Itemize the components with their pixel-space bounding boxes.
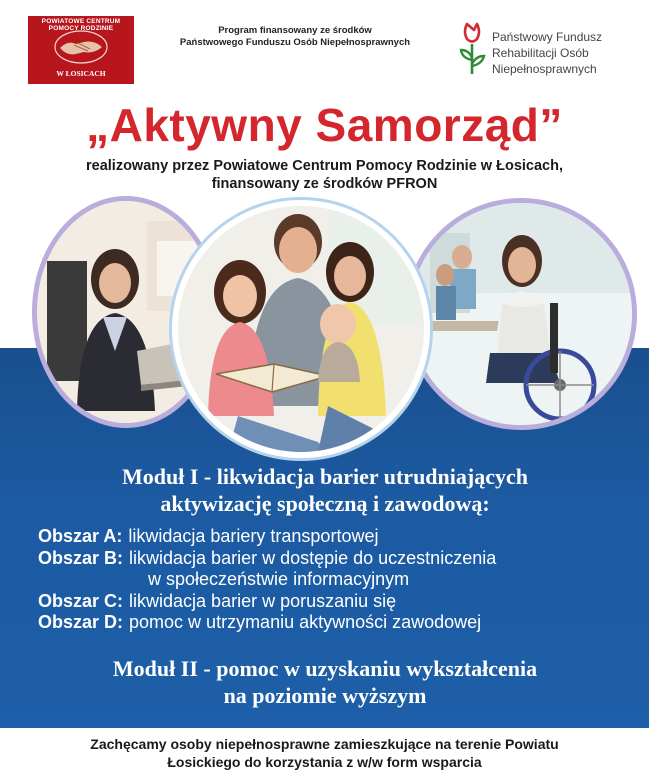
module-2-heading <box>20 655 630 709</box>
module-1-line-1: Moduł I - likwidacja barier utrudniających <box>121 464 528 489</box>
tulip-logo-icon <box>458 20 490 78</box>
pcpr-logo <box>28 16 134 84</box>
area-b-continuation: w społeczeństwie informacyjnym <box>148 569 410 589</box>
areas-list <box>38 526 638 634</box>
subtitle-line-1: realizowany przez Powiatowe Centrum Pomocy Rodzinie w Łosicach, <box>86 158 563 174</box>
wheelchair-woman-photo <box>405 198 637 430</box>
program-funding-note <box>150 25 440 49</box>
footer-line-1: Zachęcamy osoby niepełnosprawne zamieszkujące na terenie Powiatu <box>90 736 559 752</box>
handshake-icon <box>54 30 108 64</box>
pcpr-logo-city: W ŁOSICACH <box>56 69 106 78</box>
area-b-key: Obszar B: <box>38 547 124 568</box>
program-note-line-2: Państwowego Funduszu Osób Niepełnosprawnych <box>179 37 411 48</box>
pfron-logo <box>458 20 638 80</box>
area-c-key: Obszar C: <box>38 590 124 611</box>
poster-title: „Aktywny Samorząd” <box>86 99 563 151</box>
area-a-text: likwidacja bariery transportowej <box>128 526 379 546</box>
pfron-name-line-2: Rehabilitacji Osób <box>492 46 589 60</box>
module-1-heading <box>20 463 630 517</box>
pcpr-logo-ring-text: POWIATOWE CENTRUM POMOCY RODZINIE <box>41 18 121 32</box>
footer-invitation <box>0 735 649 771</box>
pfron-name <box>492 29 602 77</box>
module-1-line-2: aktywizację społeczną i zawodową: <box>160 491 490 516</box>
family-photo <box>172 200 430 458</box>
area-c-text: likwidacja barier w poruszaniu się <box>129 590 397 611</box>
pfron-name-line-1: Państwowy Fundusz <box>492 30 603 44</box>
pfron-name-line-3: Niepełnosprawnych <box>492 62 597 76</box>
subtitle-line-2: finansowany ze środków PFRON <box>211 176 438 192</box>
area-b-text: likwidacja barier w dostępie do uczestniczenia <box>129 547 497 568</box>
area-c <box>38 591 638 613</box>
area-b <box>38 548 638 570</box>
area-d <box>38 612 638 634</box>
module-2-line-2: na poziomie wyższym <box>223 683 427 708</box>
area-a <box>38 526 638 548</box>
module-2-line-1: Moduł II - pomoc w uzyskaniu wykształcenia <box>112 656 538 681</box>
area-a-key: Obszar A: <box>38 526 123 546</box>
poster-subtitle <box>0 157 649 193</box>
footer-line-2: Łosickiego do korzystania z w/w form wsparcia <box>167 754 482 770</box>
area-d-key: Obszar D: <box>38 612 124 632</box>
program-note-line-1: Program finansowany ze środków <box>218 25 372 36</box>
area-d-text: pomoc w utrzymaniu aktywności zawodowej <box>129 612 482 632</box>
